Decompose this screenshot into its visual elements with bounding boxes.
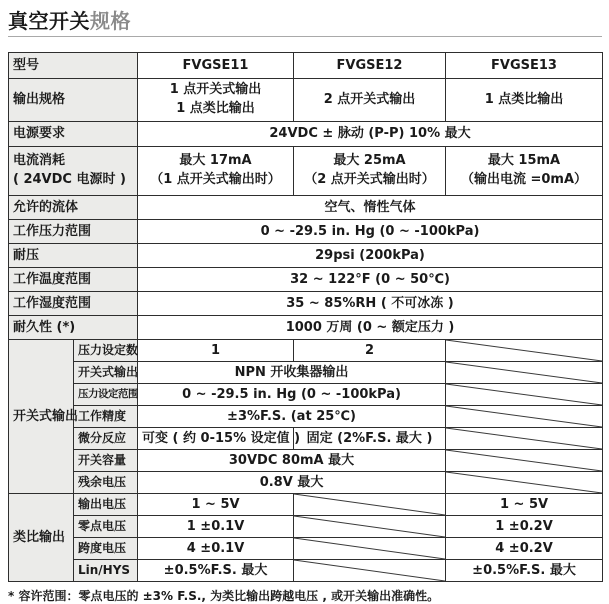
current-fvgse12 <box>294 147 446 196</box>
zero-voltage-fvgse13: 1 ±0.2V <box>446 516 603 538</box>
accuracy-value: ±3%F.S. (at 25℃) <box>138 406 446 428</box>
model-label: 型号 <box>9 53 138 79</box>
model-fvgse13: FVGSE13 <box>446 53 603 79</box>
humidity-range-value: 35 ~ 85%RH ( 不可冰冻 ) <box>138 292 603 316</box>
proof-pressure-label: 耐压 <box>9 244 138 268</box>
set-count-fvgse11: 1 <box>138 340 294 362</box>
diagonal-line <box>294 538 445 559</box>
pressure-range-value: 0 ~ -29.5 in. Hg (0 ~ -100kPa) <box>138 220 603 244</box>
zero-voltage-fvgse11: 1 ±0.1V <box>138 516 294 538</box>
diagonal-line <box>294 494 445 515</box>
pressure-range-label: 工作压力范围 <box>9 220 138 244</box>
output-type-value: NPN 开收集器输出 <box>138 362 446 384</box>
row-set-count <box>9 340 603 362</box>
capacity-fvgse13-na <box>446 450 603 472</box>
diagonal-line <box>446 362 602 383</box>
row-output-type <box>9 362 603 384</box>
row-durability <box>9 316 603 340</box>
current-fvgse11-line2: （1 点开关式输出时） <box>150 172 281 187</box>
row-set-range <box>9 384 603 406</box>
row-capacity <box>9 450 603 472</box>
differential-fvgse12: 固定 (2%F.S. 最大 ) <box>294 428 446 450</box>
residual-label: 残余电压 <box>74 472 138 494</box>
row-output-spec <box>9 79 603 122</box>
row-lin-hys <box>9 560 603 582</box>
span-voltage-label: 跨度电压 <box>74 538 138 560</box>
diagonal-line <box>294 560 445 581</box>
set-range-label: 压力设定范围 <box>74 384 138 406</box>
current-fvgse13-line2: （输出电流 =0mA） <box>460 172 588 187</box>
capacity-label: 开关容量 <box>74 450 138 472</box>
row-accuracy <box>9 406 603 428</box>
row-model <box>9 53 603 79</box>
span-voltage-fvgse13: 4 ±0.2V <box>446 538 603 560</box>
current-label-line1: 电流消耗 <box>13 153 66 169</box>
set-count-label: 压力设定数 <box>74 340 138 362</box>
output-spec-fvgse13: 1 点类比输出 <box>446 79 603 122</box>
current-label-line2: ( 24VDC 电源时 ) <box>13 172 126 187</box>
set-count-fvgse12: 2 <box>294 340 446 362</box>
diagonal-line <box>446 406 602 427</box>
output-spec-fvgse11-line1: 1 点开关式输出 <box>169 82 262 98</box>
output-voltage-label: 输出电压 <box>74 494 138 516</box>
current-fvgse12-line2: （2 点开关式输出时） <box>304 172 435 187</box>
span-voltage-fvgse12-na <box>294 538 446 560</box>
differential-fvgse11: 可变 ( 约 0-15% 设定值 ) <box>138 428 294 450</box>
accuracy-fvgse13-na <box>446 406 603 428</box>
residual-fvgse13-na <box>446 472 603 494</box>
residual-value: 0.8V 最大 <box>138 472 446 494</box>
row-power <box>9 122 603 147</box>
temp-range-value: 32 ~ 122°F (0 ~ 50℃) <box>138 268 603 292</box>
output-type-label: 开关式输出 <box>74 362 138 384</box>
humidity-range-label: 工作湿度范围 <box>9 292 138 316</box>
row-temp-range <box>9 268 603 292</box>
span-voltage-fvgse11: 4 ±0.1V <box>138 538 294 560</box>
row-fluid <box>9 196 603 220</box>
row-current <box>9 147 603 196</box>
row-residual <box>9 472 603 494</box>
analog-group-label: 类比输出 <box>9 494 74 582</box>
lin-hys-fvgse12-na <box>294 560 446 582</box>
row-span-voltage <box>9 538 603 560</box>
accuracy-label: 工作精度 <box>74 406 138 428</box>
switch-group-label: 开关式输出 <box>9 340 74 494</box>
diagonal-line <box>446 450 602 471</box>
durability-label: 耐久性 (*) <box>9 316 138 340</box>
set-range-value: 0 ~ -29.5 in. Hg (0 ~ -100kPa) <box>138 384 446 406</box>
page-title <box>8 8 602 37</box>
differential-label: 微分反应 <box>74 428 138 450</box>
row-output-voltage <box>9 494 603 516</box>
row-pressure-range <box>9 220 603 244</box>
current-fvgse13-line1: 最大 15mA <box>487 153 561 169</box>
model-fvgse11: FVGSE11 <box>138 53 294 79</box>
lin-hys-label: Lin/HYS <box>74 560 138 582</box>
output-spec-fvgse11 <box>138 79 294 122</box>
current-fvgse12-line1: 最大 25mA <box>333 153 406 169</box>
fluid-label: 允许的流体 <box>9 196 138 220</box>
row-humidity-range <box>9 292 603 316</box>
fluid-value: 空气、惰性气体 <box>138 196 603 220</box>
set-range-fvgse13-na <box>446 384 603 406</box>
output-spec-fvgse11-line2: 1 点类比输出 <box>176 101 255 116</box>
lin-hys-fvgse11: ±0.5%F.S. 最大 <box>138 560 294 582</box>
current-label <box>9 147 138 196</box>
current-fvgse11 <box>138 147 294 196</box>
output-voltage-fvgse11: 1 ~ 5V <box>138 494 294 516</box>
lin-hys-fvgse13: ±0.5%F.S. 最大 <box>446 560 603 582</box>
output-type-fvgse13-na <box>446 362 603 384</box>
set-count-fvgse13-na <box>446 340 603 362</box>
footnote: * 容许范围：零点电压的 ±3% F.S., 为类比输出跨越电压 , 或开关输出准确性。 <box>8 589 440 603</box>
row-proof-pressure <box>9 244 603 268</box>
zero-voltage-fvgse12-na <box>294 516 446 538</box>
row-differential <box>9 428 603 450</box>
output-spec-fvgse12: 2 点开关式输出 <box>294 79 446 122</box>
diagonal-line <box>446 340 602 361</box>
spec-table <box>8 52 603 582</box>
current-fvgse11-line1: 最大 17mA <box>179 153 252 169</box>
model-fvgse12: FVGSE12 <box>294 53 446 79</box>
row-zero-voltage <box>9 516 603 538</box>
power-value: 24VDC ± 脉动 (P-P) 10% 最大 <box>138 122 603 147</box>
power-label: 电源要求 <box>9 122 138 147</box>
proof-pressure-value: 29psi (200kPa) <box>138 244 603 268</box>
diagonal-line <box>446 472 602 493</box>
output-voltage-fvgse13: 1 ~ 5V <box>446 494 603 516</box>
temp-range-label: 工作温度范围 <box>9 268 138 292</box>
output-spec-label: 输出规格 <box>9 79 138 122</box>
current-fvgse13 <box>446 147 603 196</box>
diagonal-line <box>294 516 445 537</box>
zero-voltage-label: 零点电压 <box>74 516 138 538</box>
output-voltage-fvgse12-na <box>294 494 446 516</box>
diagonal-line <box>446 384 602 405</box>
capacity-value: 30VDC 80mA 最大 <box>138 450 446 472</box>
page-title-primary: 真空开关 <box>8 9 90 33</box>
page-title-secondary: 规格 <box>90 9 131 33</box>
diagonal-line <box>446 428 602 449</box>
differential-fvgse13-na <box>446 428 603 450</box>
durability-value: 1000 万周 (0 ~ 额定压力 ) <box>138 316 603 340</box>
